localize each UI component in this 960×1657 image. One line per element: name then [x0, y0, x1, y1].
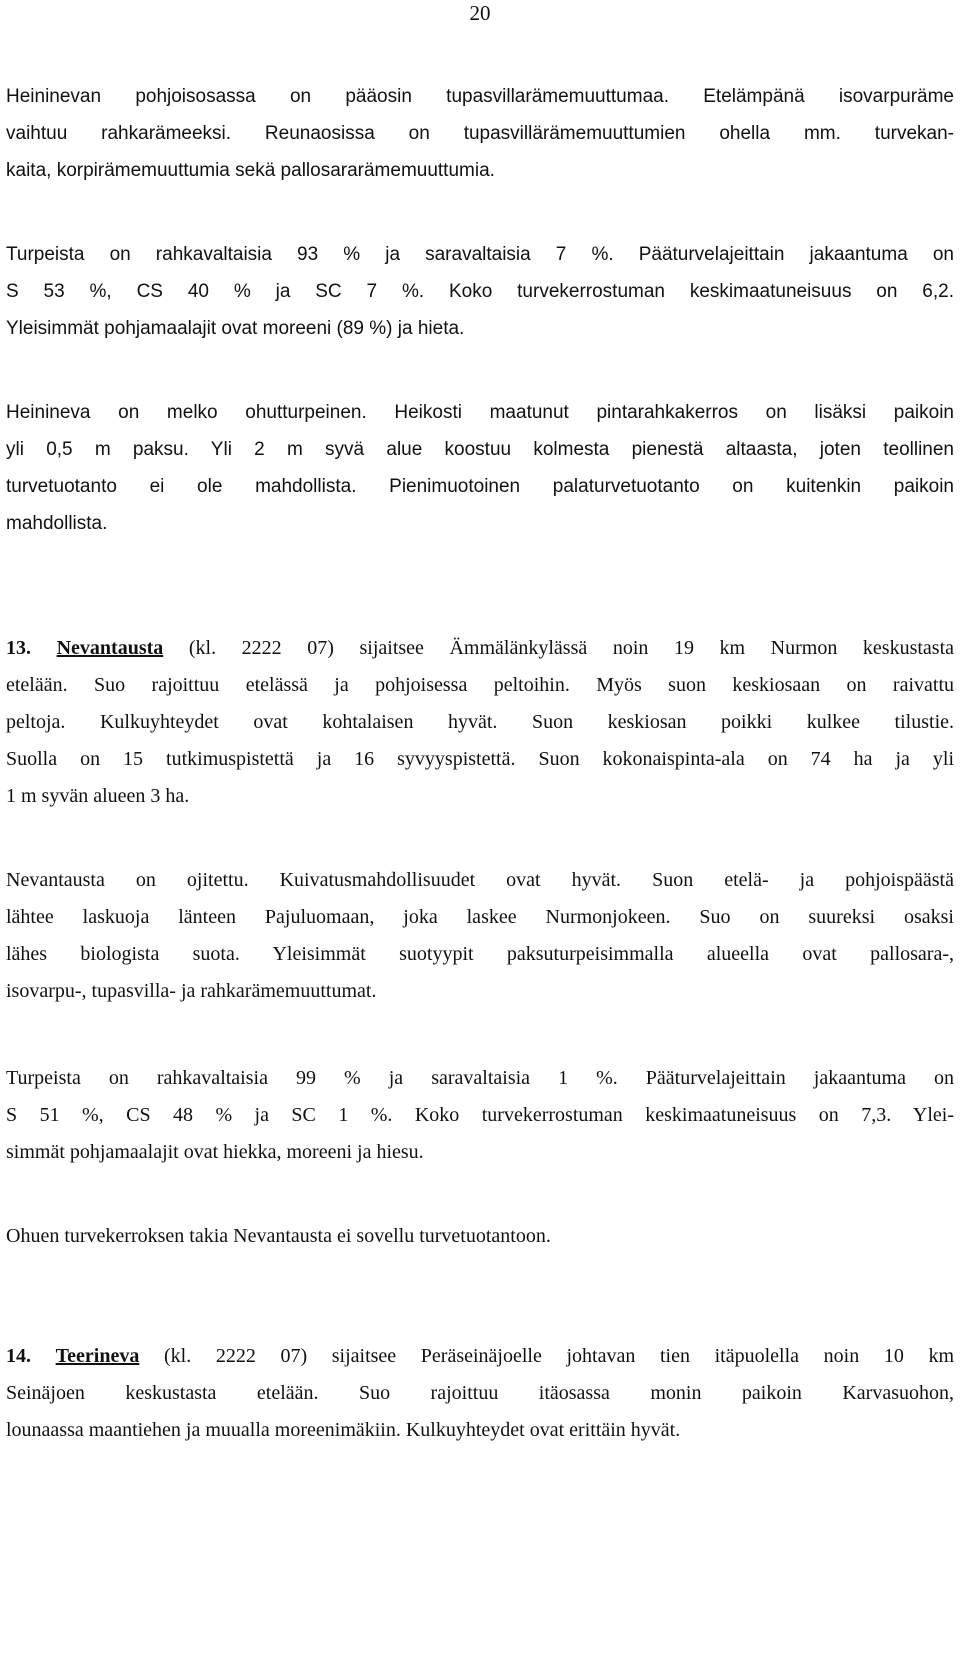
text-line: lähtee laskuoja länteen Pajuluomaan, joka laskee Nurmonjokeen. Suo on suureksi osaksi — [6, 906, 954, 928]
paragraph-nevantausta-peat-composition — [6, 1060, 954, 1171]
text-line: yli 0,5 m paksu. Yli 2 m syvä alue koostuu kolmesta pienestä altaasta, joten teollinen — [6, 439, 954, 460]
text-line: S 53 %, CS 40 % ja SC 7 %. Koko turvekerrostuman keskimaatuneisuus on 6,2. — [6, 281, 954, 302]
section-number: 14. — [6, 1345, 31, 1367]
text-line: Ohuen turvekerroksen takia Nevantausta ei sovellu turvetuotantoon. — [6, 1225, 551, 1247]
text-line: Turpeista on rahkavaltaisia 93 % ja saravaltaisia 7 %. Pääturvelajeittain jakaantuma on — [6, 244, 954, 265]
text-line: Heininevan pohjoisosassa on pääosin tupasvillarämemuuttumaa. Etelämpänä isovarpuräme — [6, 86, 954, 107]
text-line: turvetuotanto ei ole mahdollista. Pienimuotoinen palaturvetuotanto on kuitenkin paikoin — [6, 476, 954, 497]
text-line: mahdollista. — [6, 513, 108, 534]
paragraph-heininevan-peat-composition — [6, 236, 954, 347]
text-line: peltoja. Kulkuyhteydet ovat kohtalaisen hyvät. Suon keskiosan poikki kulkee tilustie. — [6, 711, 954, 733]
section-name: Nevantausta — [56, 637, 164, 659]
text-line: S 51 %, CS 48 % ja SC 1 %. Koko turvekerrostuman keskimaatuneisuus on 7,3. Ylei- — [6, 1104, 954, 1126]
paragraph-heininevan-vegetation — [6, 78, 954, 189]
paragraph-nevantausta-conclusion — [6, 1218, 954, 1255]
page-number: 20 — [469, 1, 491, 25]
text-line: Yleisimmät pohjamaalajit ovat moreeni (89 %) ja hieta. — [6, 318, 465, 339]
text-line: Suolla on 15 tutkimuspistettä ja 16 syvyyspistettä. Suon kokonaispinta-ala on 74 ha ja yli — [6, 748, 954, 770]
text-line: lähes biologista suota. Yleisimmät suotyypit paksuturpeisimmalla alueella ovat pallosara-, — [6, 943, 954, 965]
section-heading-line — [6, 1338, 954, 1375]
paragraph-nevantausta-drainage — [6, 862, 954, 1010]
text-line: Seinäjoen keskustasta etelään. Suo rajoittuu itäosassa monin paikoin Karvasuohon, — [6, 1382, 954, 1404]
section-heading-line — [6, 630, 954, 667]
text-line: etelään. Suo rajoittuu etelässä ja pohjoisessa peltoihin. Myös suon keskiosaan on raivattu — [6, 674, 954, 696]
text-line: Nevantausta on ojitettu. Kuivatusmahdollisuudet ovat hyvät. Suon etelä- ja pohjoispäästä — [6, 869, 954, 891]
section-14-teerineva — [6, 1338, 954, 1449]
section-first-line-text: (kl. 2222 07) sijaitsee Ämmälänkylässä noin 19 km Nurmon keskustasta — [188, 637, 955, 659]
text-line: simmät pohjamaalajit ovat hiekka, moreeni ja hiesu. — [6, 1141, 424, 1163]
section-name: Teerineva — [55, 1345, 140, 1367]
section-first-line-text: (kl. 2222 07) sijaitsee Peräseinäjoelle johtavan tien itäpuolella noin 10 km — [163, 1345, 955, 1367]
section-number: 13. — [6, 637, 31, 659]
text-line: isovarpu-, tupasvilla- ja rahkarämemuuttumat. — [6, 980, 377, 1002]
text-line: 1 m syvän alueen 3 ha. — [6, 785, 190, 807]
text-line: vaihtuu rahkarämeeksi. Reunaosissa on tupasvillärämemuuttumien ohella mm. turvekan- — [6, 123, 954, 144]
text-line: Turpeista on rahkavaltaisia 99 % ja saravaltaisia 1 %. Pääturvelajeittain jakaantuma on — [6, 1067, 954, 1089]
text-line: Heinineva on melko ohutturpeinen. Heikosti maatunut pintarahkakerros on lisäksi paikoin — [6, 402, 954, 423]
paragraph-heininevan-peat-thickness — [6, 394, 954, 542]
text-line: kaita, korpirämemuuttumia sekä pallosararämemuuttumia. — [6, 160, 495, 181]
text-line: lounaassa maantiehen ja muualla moreenimäkiin. Kulkuyhteydet ovat erittäin hyvät. — [6, 1419, 681, 1441]
section-13-nevantausta — [6, 630, 954, 815]
